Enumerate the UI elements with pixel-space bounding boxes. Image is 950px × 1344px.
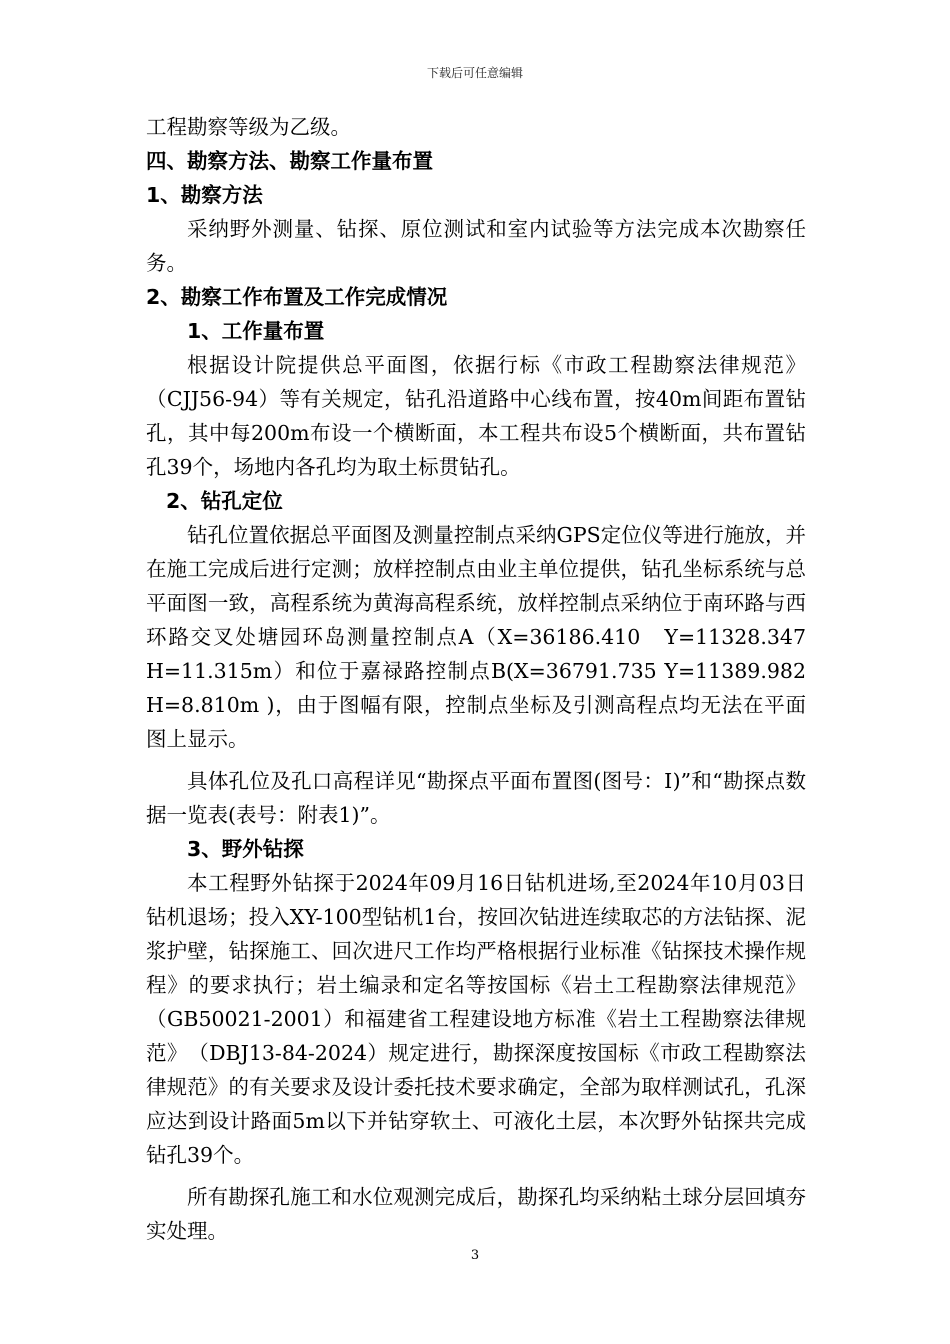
paragraph-survey-method: 采纳野外测量、钻探、原位测试和室内试验等方法完成本次勘察任务。 xyxy=(146,217,806,275)
subsection-heading-work-layout: 2、勘察工作布置及工作完成情况 xyxy=(146,285,448,309)
page-header: 下载后可任意编辑 xyxy=(426,66,523,80)
paragraph-workload: 根据设计院提供总平面图，依据行标《市政工程勘察法律规范》（CJJ56-94）等有关规定，钻孔沿道路中心线布置，按40m间距布置钻孔，其中每200m布设一个横断面，本工程共布设5个横断面，共布置钻孔39个，场地内各孔均为取土标贯钻孔。 xyxy=(146,353,806,479)
paragraph-backfill: 所有勘探孔施工和水位观测完成后，勘探孔均采纳粘土球分层回填夯实处理。 xyxy=(146,1185,806,1243)
subsection-heading-survey-method: 1、勘察方法 xyxy=(146,183,263,207)
section-heading-4: 四、勘察方法、勘察工作量布置 xyxy=(146,149,433,173)
paragraph-borehole-positioning: 钻孔位置依据总平面图及测量控制点采纳GPS定位仪等进行施放，并在施工完成后进行定测；放样控制点由业主单位提供，钻孔坐标系统与总平面图一致，高程系统为黄海高程系统，放样控制点采纳位于南环路与西环路交叉处塘园环岛测量控制点A（X=36186.410 Y=11328.347 H=11.315m）和位于嘉禄路控制点B(X=36791.735 Y=11389.982 H=8.810m )，由于图幅有限，控制点坐标及引测高程点均无法在平面图上显示。 xyxy=(146,523,834,751)
item-heading-field-drilling: 3、野外钻探 xyxy=(187,837,304,861)
paragraph-survey-grade: 工程勘察等级为乙级。 xyxy=(146,115,351,139)
page-number: 3 xyxy=(470,1248,480,1263)
item-heading-borehole-positioning: 2、钻孔定位 xyxy=(166,489,283,513)
document-body xyxy=(146,110,834,1248)
paragraph-field-drilling: 本工程野外钻探于2024年09月16日钻机进场,至2024年10月03日钻机退场；投入XY-100型钻机1台，按回次钻进连续取芯的方法钻探、泥浆护壁，钻探施工、回次进尺工作均严格根据行业标准《钻探技术操作规程》的要求执行；岩土编录和定名等按国标《岩土工程勘察法律规范》（GB50021-2001）和福建省工程建设地方标准《岩土工程勘察法律规范》 （DBJ13-84-2024）规定进行，勘探深度按国标《市政工程勘察法律规范》的有关要求及设计委托技术要求确定，全部为取样测试孔，孔深应达到设计路面5m以下并钻穿软土、可液化土层，本次野外钻探共完成钻孔39个。 xyxy=(146,871,806,1167)
item-heading-workload: 1、工作量布置 xyxy=(187,319,325,343)
paragraph-borehole-details: 具体孔位及孔口高程详见“勘探点平面布置图(图号：Ⅰ)”和“勘探点数据一览表(表号：附表1)”。 xyxy=(146,769,806,827)
